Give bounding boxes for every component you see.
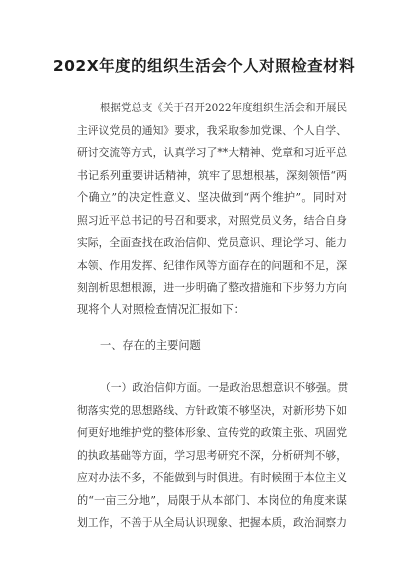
paragraph-line: 根据党总支《关于召开2022年度组织生活会和开展民 — [100, 102, 347, 114]
paragraph-line: 研讨交流等方式，认真学习了**大精神、党章和习近平总 — [77, 146, 347, 159]
paragraph-line: 现将个人对照检查情况汇报如下： — [77, 303, 245, 316]
document-title: 202X年度的组织生活会个人对照检查材料 — [52, 57, 356, 75]
paragraph-line: 主评议党员的通知》要求，我采取参加党课、个人自学、 — [77, 124, 347, 137]
paragraph-line: 的执政基础等方面，学习思考研究不深，分析研判不够， — [77, 449, 347, 462]
paragraph-line: 本领、作用发挥、纪律作风等方面存在的问题和不足，深 — [77, 259, 347, 272]
paragraph-line: （一）政治信仰方面。一是政治思想意识不够强。贯 — [100, 381, 349, 394]
paragraph-line: 彻落实党的思想路线、方针政策不够坚决，对新形势下如 — [77, 404, 347, 417]
paragraph-line: 实际，全面查找在政治信仰、党员意识、理论学习、能力 — [77, 236, 347, 249]
paragraph-line: 刻剖析思想根源，进一步明确了整改措施和下步努力方向 — [77, 281, 347, 294]
section-heading: 一、存在的主要问题 — [100, 339, 201, 352]
paragraph-line: 的“一亩三分地”，局限于从本部门、本岗位的角度来谋 — [77, 494, 347, 507]
paragraph-line: 照习近平总书记的号召和要求，对照党员义务，结合自身 — [77, 214, 347, 227]
paragraph-line: 何更好地维护党的整体形象、宣传党的政策主张、巩固党 — [77, 426, 347, 439]
paragraph-line: 应对办法不多，不能做到与时俱进。有时候囿于本位主义 — [77, 471, 347, 484]
paragraph-line: 个确立”的决定性意义、坚决做到“两个维护”。同时对 — [77, 191, 347, 204]
paragraph-line: 划工作，不善于从全局认识现象、把握本质，政治洞察力 — [77, 516, 347, 529]
paragraph-line: 书记系列重要讲话精神，筑牢了思想根基，深刻领悟“两 — [77, 169, 347, 182]
